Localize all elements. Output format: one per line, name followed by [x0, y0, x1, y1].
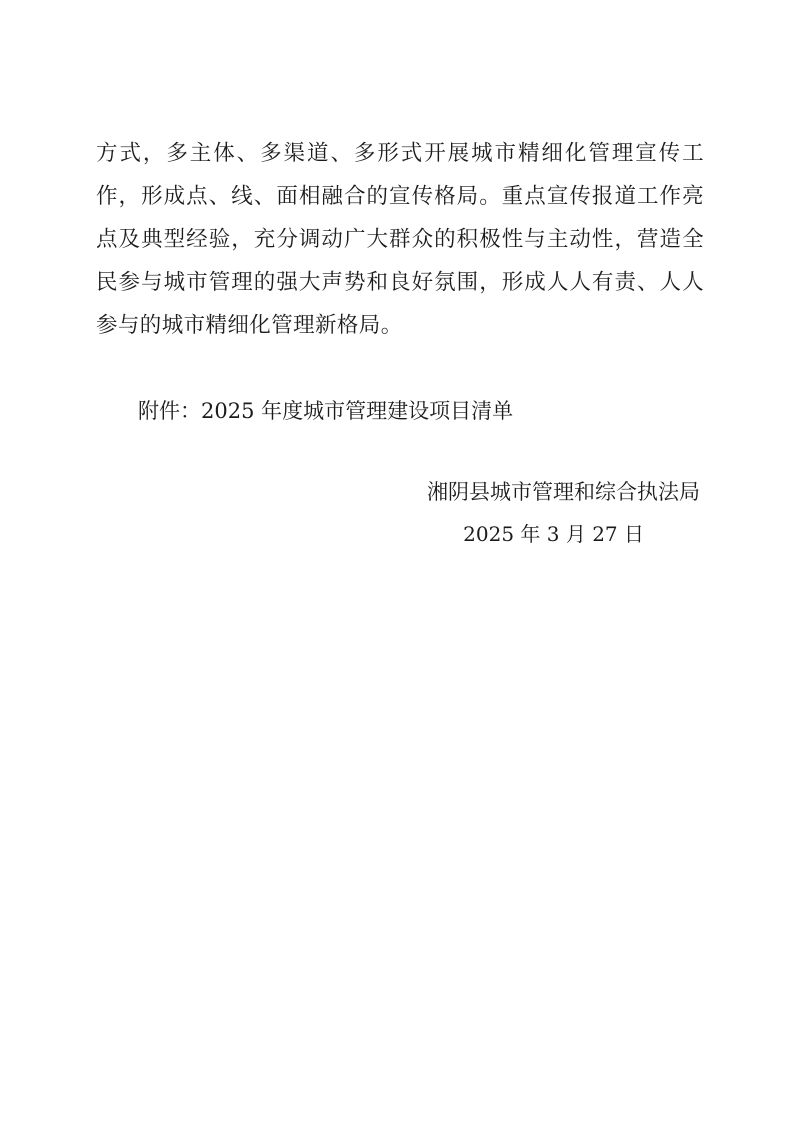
signature-date: 2025 年 3 月 27 日: [463, 522, 644, 546]
document-content: [96, 132, 704, 555]
signature-organization: 湘阴县城市管理和综合执法局: [427, 480, 700, 504]
body-paragraph: 方式，多主体、多渠道、多形式开展城市精细化管理宣传工作，形成点、线、面相融合的宣传格局。重点宣传报道工作亮点及典型经验，充分调动广大群众的积极性与主动性，营造全民参与城市管理的强大声势和良好氛围，形成人人有责、人人参与的城市精细化管理新格局。: [96, 141, 704, 338]
attachment-line: 附件：2025 年度城市管理建设项目清单: [138, 399, 514, 423]
signature-block: [96, 471, 704, 555]
